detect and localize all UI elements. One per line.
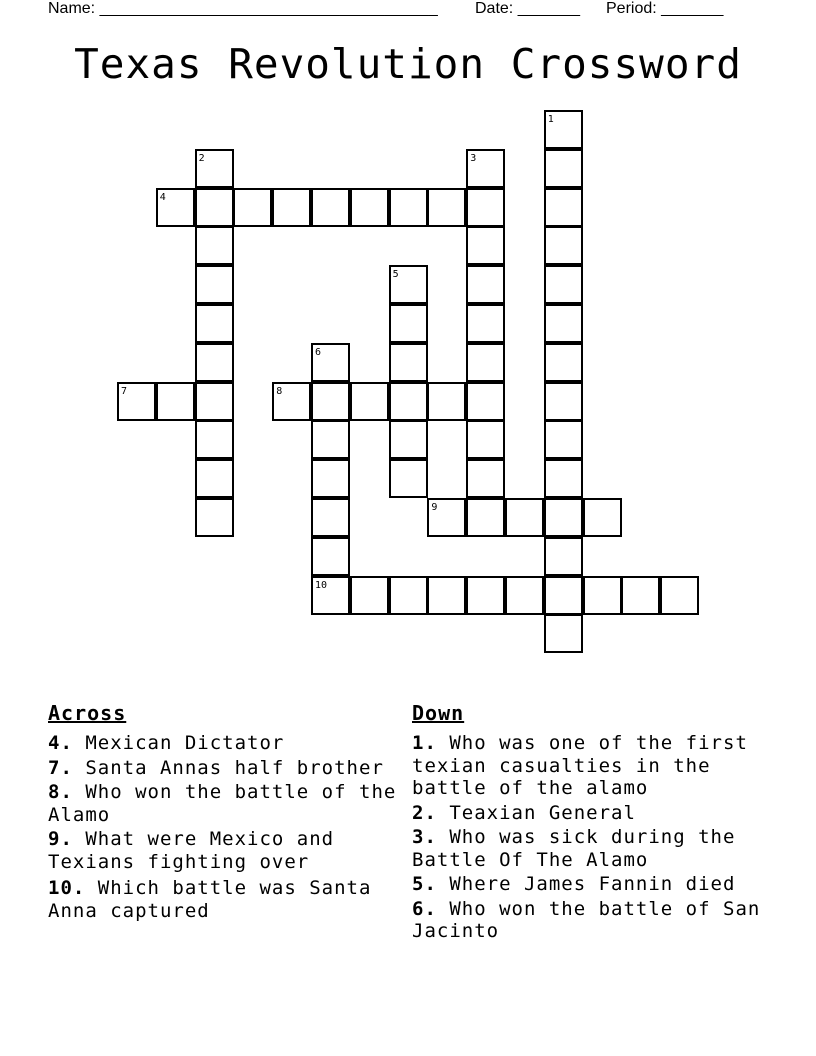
crossword-cell[interactable]	[621, 576, 660, 615]
crossword-cell[interactable]	[466, 226, 505, 265]
crossword-cell[interactable]	[544, 149, 583, 188]
period-field-label: Period: _______	[606, 0, 724, 17]
crossword-cell[interactable]	[311, 420, 350, 459]
clue-number: 2.	[412, 801, 437, 824]
clue-number: 5.	[412, 873, 437, 895]
crossword-cell[interactable]	[583, 576, 622, 615]
crossword-cell[interactable]	[195, 459, 234, 498]
cell-number: 5	[392, 269, 399, 281]
across-clue-7	[48, 757, 408, 780]
crossword-cell[interactable]	[466, 459, 505, 498]
crossword-cell[interactable]	[505, 576, 544, 615]
down-clue-5	[412, 873, 777, 896]
cell-number: 3	[470, 152, 477, 164]
clue-text: Which battle was Santa Anna captured	[48, 877, 372, 922]
crossword-cell[interactable]	[544, 576, 583, 615]
clue-text: What were Mexico and Texians fighting over	[48, 828, 335, 873]
crossword-cell[interactable]	[544, 382, 583, 421]
worksheet-header	[48, 0, 768, 20]
cell-number: 6	[315, 346, 322, 358]
cell-number: 9	[431, 502, 438, 513]
crossword-cell[interactable]	[117, 382, 156, 421]
crossword-cell[interactable]	[389, 459, 428, 498]
crossword-cell[interactable]	[544, 265, 583, 304]
crossword-cell[interactable]	[466, 382, 505, 421]
crossword-cell[interactable]	[544, 537, 583, 576]
crossword-cell[interactable]	[195, 188, 234, 227]
down-clue-3	[412, 826, 777, 871]
down-clue-2	[412, 802, 777, 825]
crossword-cell[interactable]	[195, 382, 234, 421]
crossword-cell[interactable]	[311, 382, 350, 421]
crossword-cell[interactable]	[505, 498, 544, 537]
crossword-cell[interactable]	[195, 265, 234, 304]
cell-number: 10	[315, 579, 328, 591]
crossword-cell[interactable]	[311, 459, 350, 498]
across-clue-4	[48, 732, 408, 755]
crossword-cell[interactable]	[389, 343, 428, 382]
crossword-cell[interactable]	[466, 149, 505, 188]
crossword-cell[interactable]	[156, 188, 195, 227]
crossword-cell[interactable]	[195, 226, 234, 265]
clue-number: 4.	[48, 732, 73, 754]
crossword-cell[interactable]	[389, 188, 428, 227]
across-clue-9	[48, 828, 408, 873]
crossword-cell[interactable]	[466, 265, 505, 304]
crossword-cell[interactable]	[544, 614, 583, 653]
down-heading: Down	[412, 701, 465, 725]
crossword-cell[interactable]	[544, 498, 583, 537]
clue-text: Where James Fannin died	[449, 873, 736, 895]
clue-text: Santa Annas half brother	[85, 756, 384, 779]
crossword-cell[interactable]	[544, 420, 583, 459]
down-clue-6	[412, 898, 777, 943]
cell-number: 1	[547, 114, 554, 125]
crossword-cell[interactable]	[466, 188, 505, 227]
crossword-cell[interactable]	[350, 576, 389, 615]
crossword-cell[interactable]	[156, 382, 195, 421]
crossword-cell[interactable]	[311, 537, 350, 576]
cell-number: 7	[121, 385, 128, 397]
crossword-cell[interactable]	[583, 498, 622, 537]
crossword-cell[interactable]	[544, 188, 583, 227]
crossword-cell[interactable]	[195, 304, 234, 343]
crossword-cell[interactable]	[195, 498, 234, 537]
clue-number: 1.	[412, 732, 437, 754]
crossword-cell[interactable]	[389, 576, 428, 615]
clue-text: Mexican Dictator	[85, 732, 285, 754]
crossword-cell[interactable]	[233, 188, 272, 227]
page-title: Texas Revolution Crossword	[74, 40, 742, 88]
clue-number: 3.	[412, 826, 437, 848]
crossword-cell[interactable]	[466, 420, 505, 459]
date-field-label: Date: _______	[475, 0, 580, 17]
crossword-cell[interactable]	[544, 304, 583, 343]
crossword-cell[interactable]	[311, 188, 350, 227]
crossword-cell[interactable]	[466, 304, 505, 343]
clue-text: Who was one of the first texian casualties in the battle of the alamo	[412, 732, 748, 799]
crossword-cell[interactable]	[389, 304, 428, 343]
across-clue-8	[48, 781, 408, 826]
cell-number: 2	[198, 152, 205, 164]
crossword-cell[interactable]	[350, 382, 389, 421]
clue-number: 9.	[48, 828, 73, 850]
crossword-cell[interactable]	[272, 382, 311, 421]
clue-number: 8.	[48, 781, 73, 803]
crossword-cell[interactable]	[350, 188, 389, 227]
crossword-cell[interactable]	[544, 343, 583, 382]
clue-number: 6.	[412, 897, 437, 920]
clue-text: Who won the battle of the Alamo	[48, 781, 397, 826]
crossword-cell[interactable]	[389, 265, 428, 304]
clue-number: 10.	[48, 877, 86, 899]
across-clues	[48, 700, 408, 924]
crossword-cell[interactable]	[272, 188, 311, 227]
cell-number: 8	[276, 385, 283, 397]
across-clue-10	[48, 877, 408, 922]
crossword-cell[interactable]	[389, 382, 428, 421]
crossword-cell[interactable]	[427, 576, 466, 615]
crossword-cell[interactable]	[389, 420, 428, 459]
crossword-cell[interactable]	[544, 110, 583, 149]
across-heading: Across	[48, 701, 127, 725]
crossword-cell[interactable]	[195, 343, 234, 382]
name-field-label: Name: ______________________________________	[48, 0, 438, 17]
crossword-cell[interactable]	[427, 382, 466, 421]
crossword-cell[interactable]	[311, 343, 350, 382]
clue-text: Who was sick during the Battle Of The Alamo	[412, 826, 736, 871]
crossword-cell[interactable]	[427, 498, 466, 537]
crossword-cell[interactable]	[660, 576, 699, 615]
down-clue-1	[412, 732, 777, 800]
crossword-cell[interactable]	[195, 420, 234, 459]
down-clues	[412, 700, 777, 945]
cell-number: 4	[159, 191, 166, 203]
crossword-cell[interactable]	[466, 576, 505, 615]
clue-number: 7.	[48, 756, 73, 779]
crossword-cell[interactable]	[466, 498, 505, 537]
crossword-cell[interactable]	[311, 498, 350, 537]
crossword-cell[interactable]	[427, 188, 466, 227]
crossword-cell[interactable]	[195, 149, 234, 188]
crossword-cell[interactable]	[311, 576, 350, 615]
clue-text: Teaxian General	[449, 801, 636, 824]
crossword-cell[interactable]	[544, 226, 583, 265]
clue-text: Who won the battle of San Jacinto	[412, 897, 761, 942]
crossword-cell[interactable]	[544, 459, 583, 498]
crossword-cell[interactable]	[466, 343, 505, 382]
